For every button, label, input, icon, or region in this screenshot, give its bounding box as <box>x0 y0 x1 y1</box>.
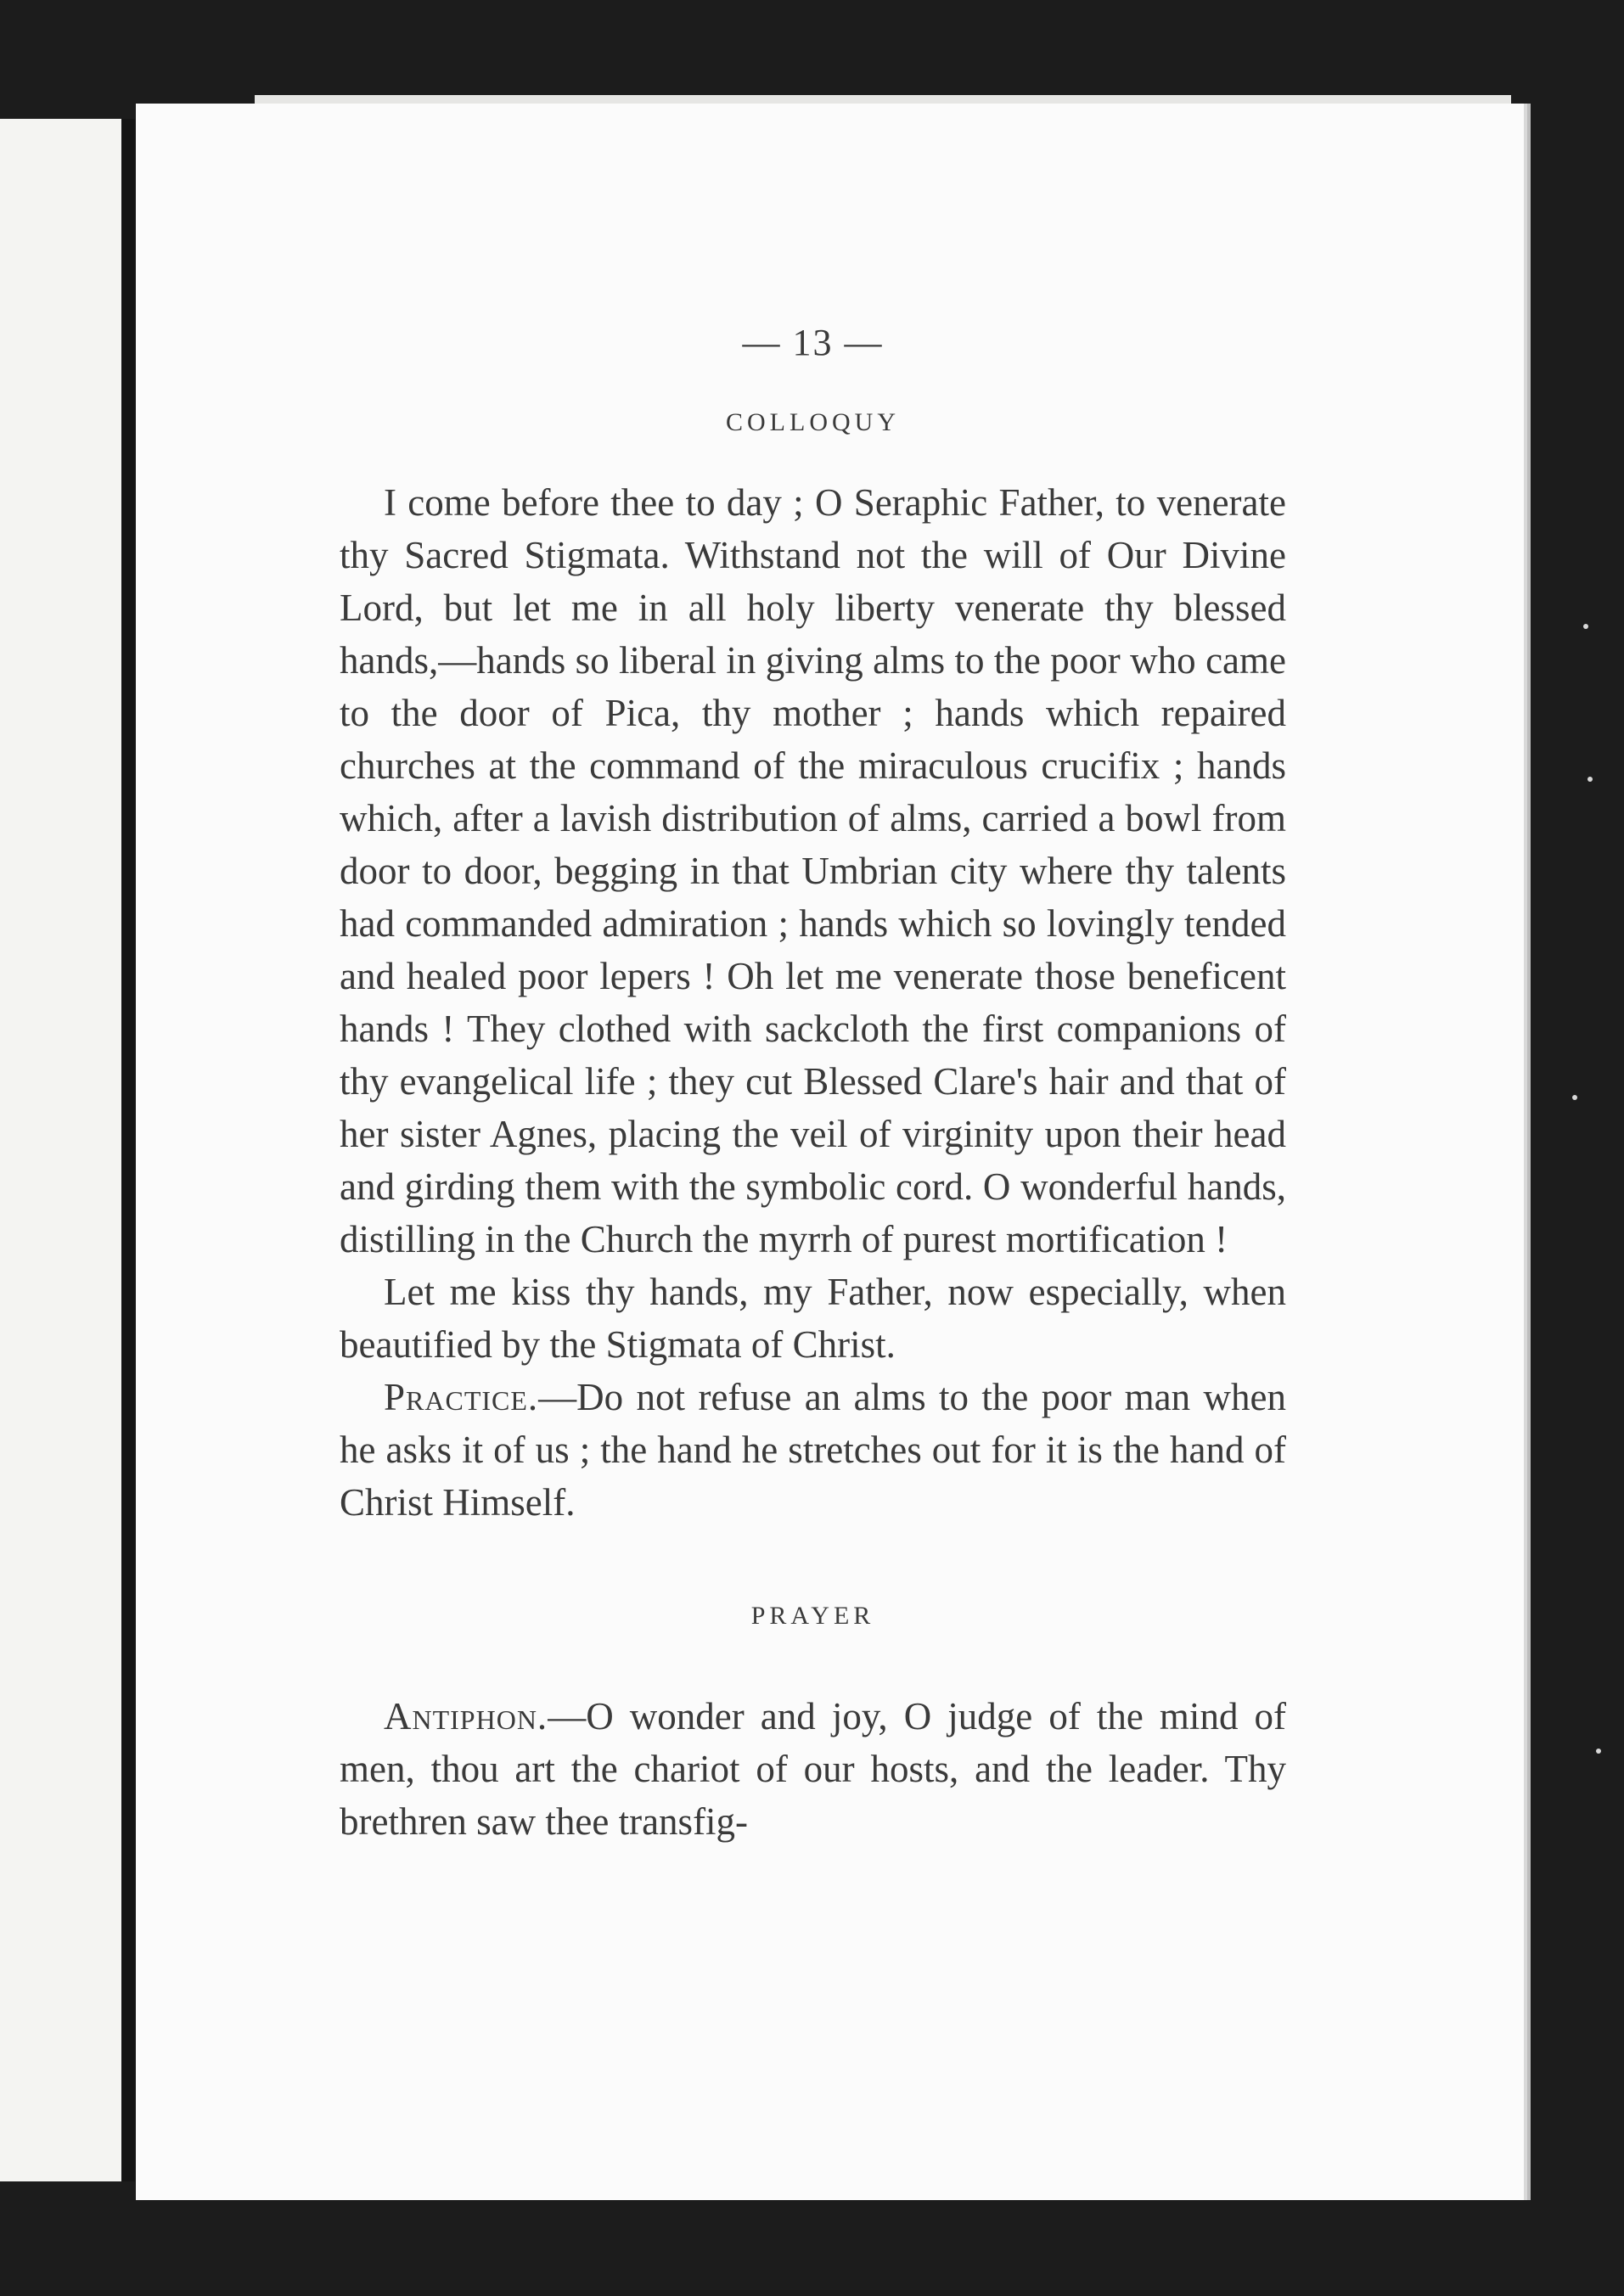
practice-paragraph <box>340 1371 1286 1529</box>
colloquy-heading: COLLOQUY <box>726 408 900 436</box>
antiphon-label: Antiphon. <box>384 1695 548 1737</box>
antiphon-paragraph <box>340 1690 1286 1848</box>
scan-speck <box>1596 1749 1601 1754</box>
scan-speck <box>1583 624 1588 629</box>
scan-speck <box>1572 1095 1577 1100</box>
colloquy-paragraph: I come before thee to day ; O Seraphic Father, to venerate thy Sacred Stigmata. Withstand not the will of Our Divine Lord, but let me in all holy liberty venerate thy blessed hands,—hands so liberal in giving alms to the poor who came to the door of Pica, thy mother ; hands which repaired churches at the command of the miraculous crucifix ; hands which, after a lavish distribution of alms, carried a bowl from door to door, begging in that Umbrian city where thy talents had commanded admiration ; hands which so lovingly tended and healed poor lepers ! Oh let me venerate those beneficent hands ! They clothed with sackcloth the first companions of thy evangelical life ; they cut Blessed Clare's hair and that of her sister Agnes, placing the veil of virginity upon their head and girding them with the symbolic cord. O wonderful hands, distilling in the Church the myrrh of purest mortification ! <box>340 481 1286 1260</box>
practice-label: Practice. <box>384 1376 539 1418</box>
antiphon-text: —O wonder and joy, O judge of the mind of men, thou art the chariot of our hosts, and the leader. Thy brethren saw thee transfig- <box>340 1695 1286 1843</box>
page-text <box>340 321 1286 1848</box>
prayer-heading: PRAYER <box>750 1602 875 1630</box>
page-number: — 13 — <box>742 322 884 363</box>
book-binding <box>121 119 135 2181</box>
scan-speck <box>1587 777 1593 782</box>
practice-text: —Do not refuse an alms to the poor man when he asks it of us ; the hand he stretches out for it is the hand of Christ Himself. <box>340 1376 1286 1524</box>
facing-page-edge <box>0 119 127 2181</box>
kiss-hands-paragraph: Let me kiss thy hands, my Father, now especially, when beautified by the Stigmata of Christ. <box>340 1271 1286 1366</box>
